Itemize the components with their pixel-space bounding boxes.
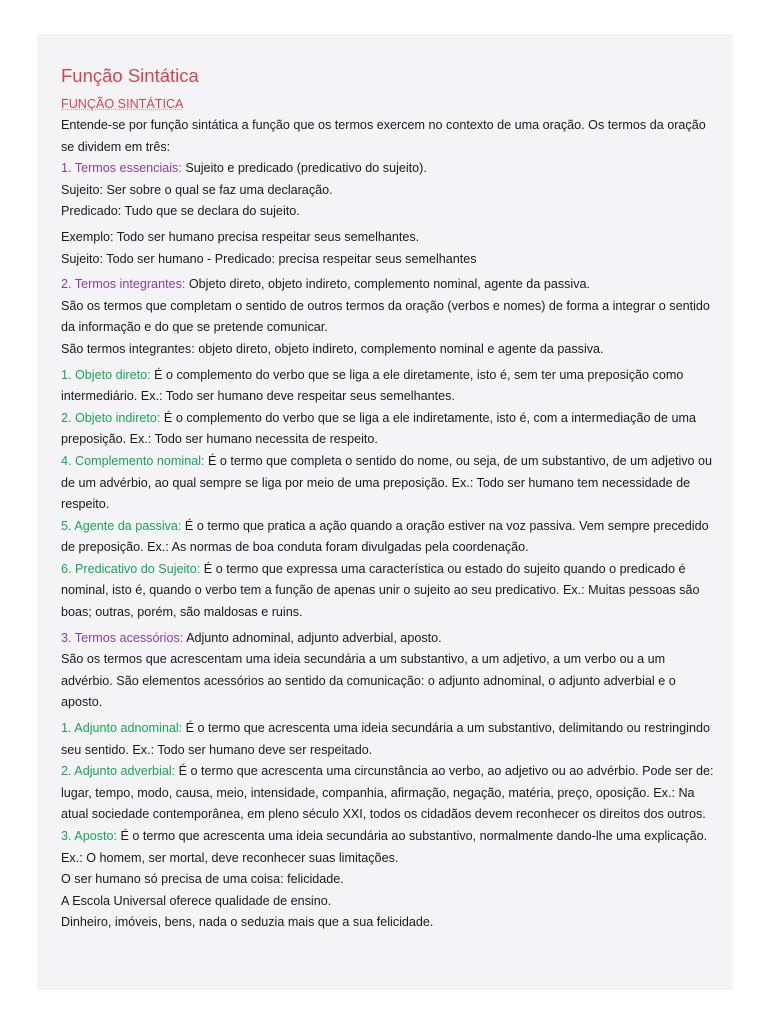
adverbial-adjunct-label: 2. Adjunto adverbial:: [61, 764, 176, 779]
integral-terms-list: São termos integrantes: objeto direto, objeto indireto, complemento nominal e agente da passiva.: [61, 341, 604, 356]
adnominal-adjunct-label: 1. Adjunto adnominal:: [61, 721, 183, 736]
passive-agent-label: 5. Agente da passiva:: [61, 518, 182, 533]
example-analysis-line: Sujeito: Todo ser humano - Predicado: precisa respeitar seus semelhantes: [61, 251, 477, 266]
apposition-item: [61, 826, 715, 848]
apposition-example-1: Ex.: O homem, ser mortal, deve reconhecer suas limitações.: [61, 850, 399, 865]
subject-predicative-text: É o termo que expressa uma característica ou estado do sujeito quando o predicado é nominal, isto é, quando o verbo tem a função de apenas unir o sujeito ao seu predicativo. Ex.: Muitas pessoas são boas; outras, porém, são maldosas e ruins.: [61, 561, 700, 620]
adnominal-adjunct-text: É o termo que acrescenta uma ideia secundária a um substantivo, delimitando ou restringindo seu sentido. Ex.: Todo ser humano deve ser respeitado.: [61, 721, 710, 757]
adverbial-adjunct-text: É o termo que acrescenta uma circunstância ao verbo, ao adjetivo ou ao advérbio. Pode ser de: lugar, tempo, modo, causa, meio, intensidade, companhia, afirmação, negação, matéria, preço, oposição. Ex.: Na atual sociedade contemporânea, em pleno século XXI, todos os cidadãos devem reconhecer os direitos dos outros.: [61, 764, 714, 822]
integral-terms-line: [61, 274, 715, 296]
integral-terms-description: São os termos que completam o sentido de outros termos da oração (verbos e nomes) de forma a integrar o sentido da informação e do que se pretende comunicar.: [61, 298, 710, 335]
apposition-example-2: O ser humano só precisa de uma coisa: felicidade.: [61, 872, 344, 887]
example-line: Exemplo: Todo ser humano precisa respeitar seus semelhantes.: [61, 229, 420, 244]
intro-paragraph: Entende-se por função sintática a função que os termos exercem no contexto de uma oração. Os termos da oração se dividem em três:: [61, 118, 706, 154]
nominal-complement-label: 4. Complemento nominal:: [61, 453, 205, 468]
direct-object-item: [61, 365, 715, 408]
apposition-label: 3. Aposto:: [61, 829, 118, 843]
integral-terms-text: Objeto direto, objeto indireto, complemento nominal, agente da passiva.: [185, 277, 591, 292]
direct-object-text: É o complemento do verbo que se liga a ele diretamente, isto é, sem ter uma preposição como intermediário. Ex.: Todo ser humano deve respeitar seus semelhantes.: [61, 367, 684, 404]
page-title: Função Sintática: [61, 65, 199, 86]
accessory-terms-description: São os termos que acrescentam uma ideia secundária a um substantivo, a um adjetivo, a um verbo ou a um advérbio. São elementos acessórios ao sentido da comunicação: o adjunto adnominal, o adjunto adverbial e o aposto.: [61, 652, 676, 710]
apposition-example-3: A Escola Universal oferece qualidade de ensino.: [61, 893, 332, 908]
adverbial-adjunct-item: [61, 761, 715, 826]
passive-agent-item: [61, 516, 715, 559]
essential-terms-text: Sujeito e predicado (predicativo do sujeito).: [181, 161, 427, 176]
accessory-terms-line: [61, 628, 715, 650]
apposition-text: É o termo que acrescenta uma ideia secundária ao substantivo, normalmente dando-lhe uma explicação.: [117, 829, 708, 843]
section-heading: FUNÇÃO SINTÁTICA: [61, 97, 184, 111]
document-page: [37, 34, 733, 990]
accessory-terms-label: 3. Termos acessórios:: [61, 630, 184, 645]
apposition-example-4: Dinheiro, imóveis, bens, nada o seduzia mais que a sua felicidade.: [61, 915, 434, 930]
indirect-object-text: É o complemento do verbo que se liga a ele indiretamente, isto é, com a intermediação de uma preposição. Ex.: Todo ser humano necessita de respeito.: [61, 410, 696, 447]
predicate-definition: Predicado: Tudo que se declara do sujeito.: [61, 204, 300, 219]
nominal-complement-item: [61, 451, 715, 516]
passive-agent-text: É o termo que pratica a ação quando a oração estiver na voz passiva. Vem sempre precedido de preposição. Ex.: As normas de boa conduta foram divulgadas pela coordenação.: [61, 518, 709, 555]
essential-terms-line: [61, 158, 715, 180]
accessory-terms-text: Adjunto adnominal, adjunto adverbial, aposto.: [183, 630, 442, 645]
nominal-complement-text: É o termo que completa o sentido do nome, ou seja, de um substantivo, de um adjetivo ou de um advérbio, ao qual sempre se liga por meio de uma preposição. Ex.: Todo ser humano tem necessidade de respeito.: [61, 453, 713, 512]
subject-definition: Sujeito: Ser sobre o qual se faz uma declaração.: [61, 182, 333, 197]
document-content: [61, 64, 715, 934]
adnominal-adjunct-item: [61, 718, 715, 761]
direct-object-label: 1. Objeto direto:: [61, 367, 151, 382]
subject-predicative-item: [61, 559, 715, 624]
indirect-object-label: 2. Objeto indireto:: [61, 410, 161, 425]
integral-terms-label: 2. Termos integrantes:: [61, 277, 186, 292]
indirect-object-item: [61, 408, 715, 451]
subject-predicative-label: 6. Predicativo do Sujeito:: [61, 561, 201, 576]
essential-terms-label: 1. Termos essenciais:: [61, 161, 182, 176]
